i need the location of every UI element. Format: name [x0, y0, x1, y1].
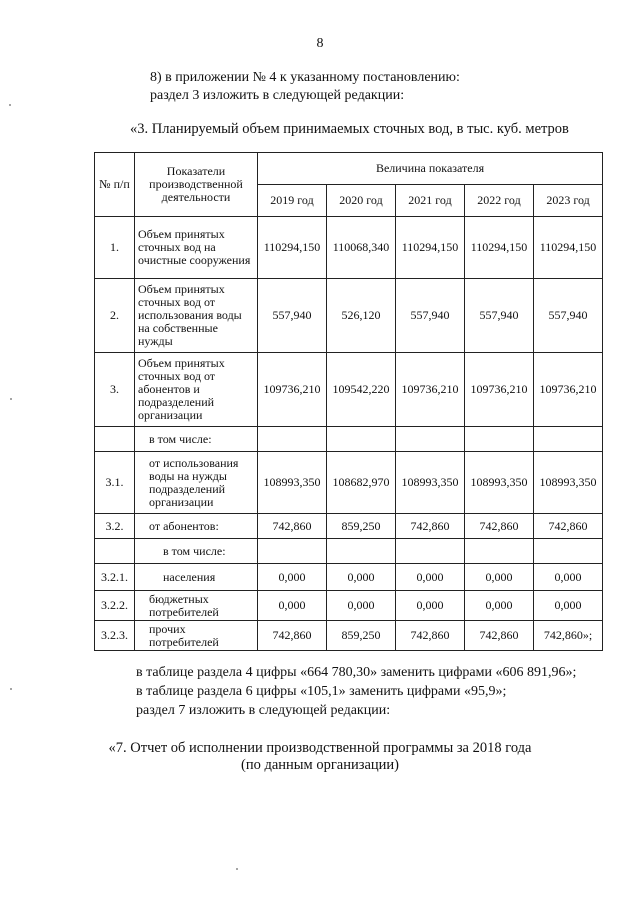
row-value: 557,940 — [396, 279, 465, 353]
row-value — [396, 427, 465, 452]
table-row — [95, 427, 603, 452]
row-value: 0,000 — [465, 591, 534, 621]
row-label: Объем принятых сточных вод от использования воды на собственные нужды — [135, 279, 258, 353]
row-num: 3.2. — [95, 514, 135, 539]
row-value: 742,860 — [258, 514, 327, 539]
row-value — [396, 539, 465, 564]
amendment-line-1: в таблице раздела 4 цифры «664 780,30» заменить цифрами «606 891,96»; — [136, 665, 577, 680]
row-value: 108993,350 — [396, 452, 465, 514]
row-value: 108993,350 — [465, 452, 534, 514]
row-num: 1. — [95, 217, 135, 279]
table-row — [95, 452, 603, 514]
row-value: 109736,210 — [258, 353, 327, 427]
row-num: 3.1. — [95, 452, 135, 514]
amendment-line-3: раздел 7 изложить в следующей редакции: — [136, 703, 391, 718]
wastewater-volume-table — [94, 152, 603, 651]
row-value: 110294,150 — [258, 217, 327, 279]
row-value — [465, 427, 534, 452]
scan-speck — [10, 688, 12, 690]
row-value — [258, 427, 327, 452]
row-value: 109736,210 — [534, 353, 603, 427]
section-3-title: «3. Планируемый объем принимаемых сточных вод, в тыс. куб. метров — [130, 121, 569, 137]
row-value — [534, 427, 603, 452]
scan-speck — [10, 398, 12, 400]
row-value: 110068,340 — [327, 217, 396, 279]
row-num: 3.2.3. — [95, 621, 135, 651]
table-row — [95, 591, 603, 621]
row-value — [327, 427, 396, 452]
row-value: 557,940 — [465, 279, 534, 353]
row-value: 0,000 — [465, 564, 534, 591]
row-value — [534, 539, 603, 564]
row-label: от использования воды на нужды подразделений организации — [135, 452, 258, 514]
row-value: 742,860»; — [534, 621, 603, 651]
row-num: 3. — [95, 353, 135, 427]
row-value: 0,000 — [534, 591, 603, 621]
table-row — [95, 621, 603, 651]
row-value: 108993,350 — [258, 452, 327, 514]
header-year-2019: 2019 год — [258, 185, 327, 217]
row-label: Объем принятых сточных вод от абонентов и подразделений организации — [135, 353, 258, 427]
row-label: в том числе: — [135, 539, 258, 564]
row-num: 2. — [95, 279, 135, 353]
header-year-2020: 2020 год — [327, 185, 396, 217]
row-value — [258, 539, 327, 564]
row-value: 742,860 — [258, 621, 327, 651]
header-indicator: Показатели производственной деятельности — [135, 153, 258, 217]
table-row — [95, 514, 603, 539]
row-value — [327, 539, 396, 564]
row-label: бюджетных потребителей — [135, 591, 258, 621]
row-label: прочих потребителей — [135, 621, 258, 651]
header-num: № п/п — [95, 153, 135, 217]
row-value: 557,940 — [258, 279, 327, 353]
scan-speck — [9, 104, 11, 106]
row-value: 742,860 — [465, 514, 534, 539]
row-value: 108993,350 — [534, 452, 603, 514]
section-7-subtitle: (по данным организации) — [240, 757, 399, 773]
row-value — [465, 539, 534, 564]
row-value: 109736,210 — [396, 353, 465, 427]
row-value: 0,000 — [534, 564, 603, 591]
table-row — [95, 353, 603, 427]
row-value: 742,860 — [465, 621, 534, 651]
row-num: 3.2.1. — [95, 564, 135, 591]
row-value: 742,860 — [396, 621, 465, 651]
row-value: 859,250 — [327, 514, 396, 539]
page-number: 8 — [316, 36, 324, 51]
row-label: в том числе: — [135, 427, 258, 452]
row-label: населения — [135, 564, 258, 591]
header-year-2022: 2022 год — [465, 185, 534, 217]
row-value: 110294,150 — [396, 217, 465, 279]
table-row — [95, 279, 603, 353]
row-value: 108682,970 — [327, 452, 396, 514]
row-value: 0,000 — [396, 564, 465, 591]
row-value: 0,000 — [258, 591, 327, 621]
row-value: 0,000 — [258, 564, 327, 591]
row-value: 0,000 — [327, 591, 396, 621]
row-value: 742,860 — [534, 514, 603, 539]
row-value: 109542,220 — [327, 353, 396, 427]
row-value: 0,000 — [396, 591, 465, 621]
row-label: Объем принятых сточных вод на очистные сооружения — [135, 217, 258, 279]
row-num: 3.2.2. — [95, 591, 135, 621]
scan-speck — [236, 868, 238, 870]
row-value: 110294,150 — [465, 217, 534, 279]
row-num — [95, 427, 135, 452]
amendment-line-2: в таблице раздела 6 цифры «105,1» заменить цифрами «95,9»; — [136, 684, 507, 699]
row-value: 0,000 — [327, 564, 396, 591]
row-value: 110294,150 — [534, 217, 603, 279]
row-num — [95, 539, 135, 564]
table-row — [95, 564, 603, 591]
header-year-2021: 2021 год — [396, 185, 465, 217]
row-value: 742,860 — [396, 514, 465, 539]
table-row — [95, 217, 603, 279]
row-value: 526,120 — [327, 279, 396, 353]
row-label: от абонентов: — [135, 514, 258, 539]
intro-line-2: раздел 3 изложить в следующей редакции: — [150, 88, 405, 103]
header-year-2023: 2023 год — [534, 185, 603, 217]
row-value: 109736,210 — [465, 353, 534, 427]
row-value: 557,940 — [534, 279, 603, 353]
header-value-group: Величина показателя — [258, 153, 603, 185]
section-7-title: «7. Отчет об исполнении производственной программы за 2018 года — [108, 740, 532, 756]
intro-line-1: 8) в приложении № 4 к указанному постановлению: — [150, 70, 460, 85]
table-row — [95, 539, 603, 564]
row-value: 859,250 — [327, 621, 396, 651]
